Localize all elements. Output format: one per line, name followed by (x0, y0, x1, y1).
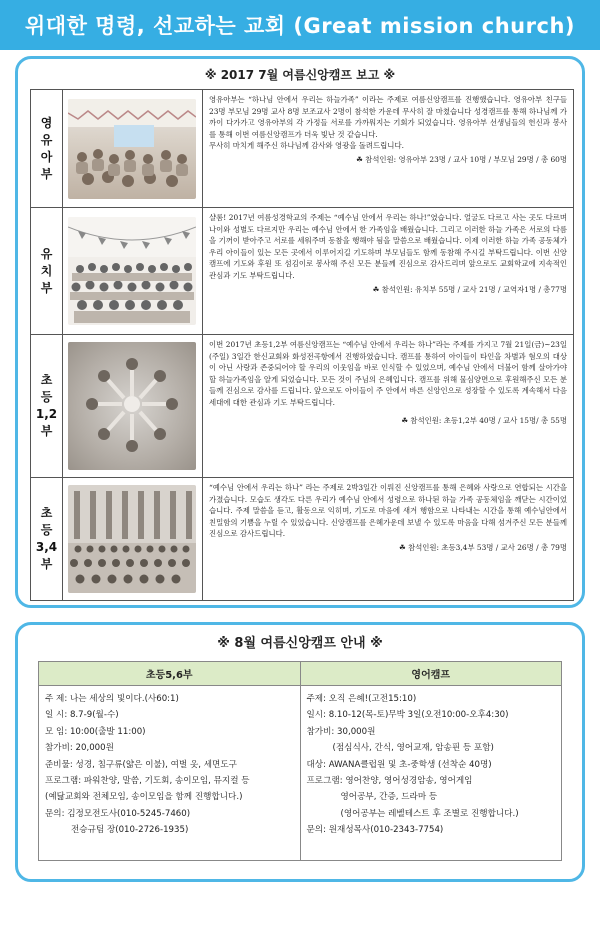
attendance-stats: ☘ 참석인원: 유치부 55명 / 교사 21명 / 교역자1명 / 총77명 (372, 284, 567, 294)
report-text-cell (203, 478, 574, 601)
guide-line: (점심식사, 간식, 영어교재, 암송핀 등 포함) (332, 743, 494, 754)
report-row (31, 208, 574, 335)
report-body: “예수님 안에서 우리는 하나” 라는 주제로 2박3일간 이뤄진 신앙캠프를 통해 은혜와 사랑으로 연합되는 시간을 가졌습니다. 모습도 생각도 다른 우리가 예수님 안에서 성령으로 하나된 하늘 가족 공동체임을 깨닫는 시간이었습니다. 주제 말씀을 듣고, 활동으로 익히며, 기도로 마음에 새겨 행함으로 나타내는 시간을 통해 예수님안에서 친밀함의 기쁨을 누릴 수 있었습니다. 신앙캠프를 은혜가운데 보낼 수 있도록 마음을 다해 섬겨주신 모든 분들께 진심으로 감사드립니다. (209, 483, 567, 539)
attendance-stats: ☘ 참석인원: 초등3,4부 53명 / 교사 26명 / 총 79명 (398, 542, 567, 552)
guide-line: 영어공부, 간증, 드라마 등 (340, 792, 438, 803)
guide-col-elementary56 (39, 686, 301, 861)
report-body: 영유아부는 “하나님 안에서 우리는 하늘가족” 이라는 주제로 여름신앙캠프를 진행했습니다. 영유아부 친구들 23명 부모님 29명 교사 8명 보조교사 2명이 참석한 가운데 무사히 잘 마쳤습니다 성경캠프를 통해 하나님께 가까이 다가가고 영유아부의 각 가정들 서로를 가까워지는 기회가 되었습니다. 영유아부 선생님들의 헌신과 봉사를 통해 이번 여름신앙캠프가 더욱 빛난 것 같습니다. 무사히 마치게 해주신 하나님께 감사와 영광을 돌려드립니다. (209, 95, 567, 151)
elementary-34-camp-photo (68, 485, 196, 593)
guide-col-header: 초등5,6부 (39, 662, 301, 686)
photo-cell (63, 335, 203, 478)
guide-line: 프로그램: 파워찬양, 말씀, 기도회, 송이모임, 뮤지컬 등 (45, 776, 250, 787)
camp-report-box (15, 56, 585, 608)
row-label: 영 유 아 부 (31, 90, 63, 208)
guide-title: ※ 8월 여름신앙캠프 안내 ※ (217, 636, 383, 651)
guide-line: 일 시: 8.7-9(월-수) (45, 710, 119, 721)
kindergarten-camp-photo (68, 217, 196, 325)
row-label: 초 등 3,4 부 (31, 478, 63, 601)
attendance-stats: ☘ 참석인원: 초등1,2부 40명 / 교사 15명/ 총 55명 (401, 415, 567, 425)
report-text-cell (203, 335, 574, 478)
guide-line: 참가비: 30,000원 (306, 726, 376, 737)
guide-col-english-camp (300, 686, 562, 861)
camp-guide-table (38, 661, 562, 861)
guide-line: 전승규팀 장(010-2726-1935) (71, 825, 189, 836)
guide-line: 참가비: 20,000원 (45, 743, 114, 754)
report-body: 샬롬! 2017년 여름성경학교의 주제는 “예수님 안에서 우리는 하나!”였습니다. 얼굴도 다르고 사는 곳도 다르며 나이와 성별도 다르지만 우리는 예수님 안에서 한 가족임을 배웠습니다. 그리고 이러한 하늘 가족은 서로의 다름을 기꺼이 받아주고 서로를 세워주며 동참을 행해야 됨을 말씀으로 배웠습니다. 이제 이러한 하늘 가족 공동체가 우리 아이들이 있는 모든 곳에서 이루어지길 기도하며 부모님들도 함께 동참해 주시길 부탁드립니다. 이번 신앙캠프에 기도와 후원 또 섬김이로 봉사해 주신 모든 분들께 진심으로 감사드리며 앞으로도 교회학교에 지속적인 관심과 기도 부탁드립니다. (209, 213, 567, 280)
guide-line: 주제: 오직 은혜!(고전15:10) (306, 694, 417, 704)
guide-line: 준비물: 성경, 침구류(얇은 이불), 여벌 옷, 세면도구 (45, 759, 237, 770)
attendance-stats: ☘ 참석인원: 영유아부 23명 / 교사 10명 / 부모님 29명 / 총 60명 (356, 154, 567, 164)
camp-guide-box (15, 622, 585, 882)
page-banner (0, 0, 600, 50)
report-title: ※ 2017 7월 여름신앙캠프 보고 ※ (204, 68, 396, 82)
photo-cell (63, 478, 203, 601)
report-body: 이번 2017년 초등1,2부 여름신앙캠프는 “예수님 안에서 우리는 하나”라는 주제를 가지고 7월 21일(금)~23일(주일) 3일간 한신교회와 화성전곡항에서 진행하였습니다. 캠프를 통하여 아이들이 타인을 차별과 혐오의 대상이 아닌 사랑과 존중되어야 할 우리의 이웃임을 바로 인식할 수 있었으며, 예수님 안에서 더불어 함께 살아가야 할 하늘가족임을 알게 되었습니다. 모든 것이 주님의 은혜입니다. 캠프를 위해 물심양면으로 후원해주신 모든 분들께 진심으로 감사를 드립니다. 앞으로도 아이들이 주 안에서 바른 신앙인으로 성장할 수 있도록 계속해서 다음세대에 대한 관심과 기도 부탁드립니다. (209, 340, 567, 407)
elementary-12-camp-photo (68, 342, 196, 470)
row-label: 초 등 1,2 부 (31, 335, 63, 478)
report-row (31, 478, 574, 601)
report-text-cell (203, 90, 574, 208)
row-label: 유 치 부 (31, 208, 63, 335)
guide-line: 문의: 원재성목사(010-2343-7754) (306, 825, 444, 836)
guide-line: 프로그램: 영어찬양, 영어성경암송, 영어게임 (306, 776, 473, 787)
photo-cell (63, 90, 203, 208)
guide-line: 대상: AWANA클럽원 및 초-중학생 (선착순 40명) (306, 759, 492, 770)
infant-camp-photo (68, 99, 196, 199)
guide-line: 문의: 김정모전도사(010-5245-7460) (45, 808, 191, 819)
report-row (31, 90, 574, 208)
report-row (31, 335, 574, 478)
camp-report-table (30, 89, 574, 601)
report-text-cell (203, 208, 574, 335)
guide-line: 일시: 8.10-12(목-토)무박 3일(오전10:00-오후4:30) (306, 710, 509, 721)
guide-line: (영어공부는 레벨테스트 후 조별로 진행합니다.) (340, 808, 519, 819)
guide-line: 주 제: 나는 세상의 빛이다.(사60:1) (45, 694, 179, 704)
guide-line: (예닮교회와 전체모임, 송이모임을 함께 진행합니다.) (45, 792, 243, 803)
guide-col-header: 영어캠프 (300, 662, 562, 686)
guide-line: 모 임: 10:00(출발 11:00) (45, 726, 146, 737)
banner-title: 위대한 명령, 선교하는 교회 (Great mission church) (25, 14, 575, 38)
photo-cell (63, 208, 203, 335)
